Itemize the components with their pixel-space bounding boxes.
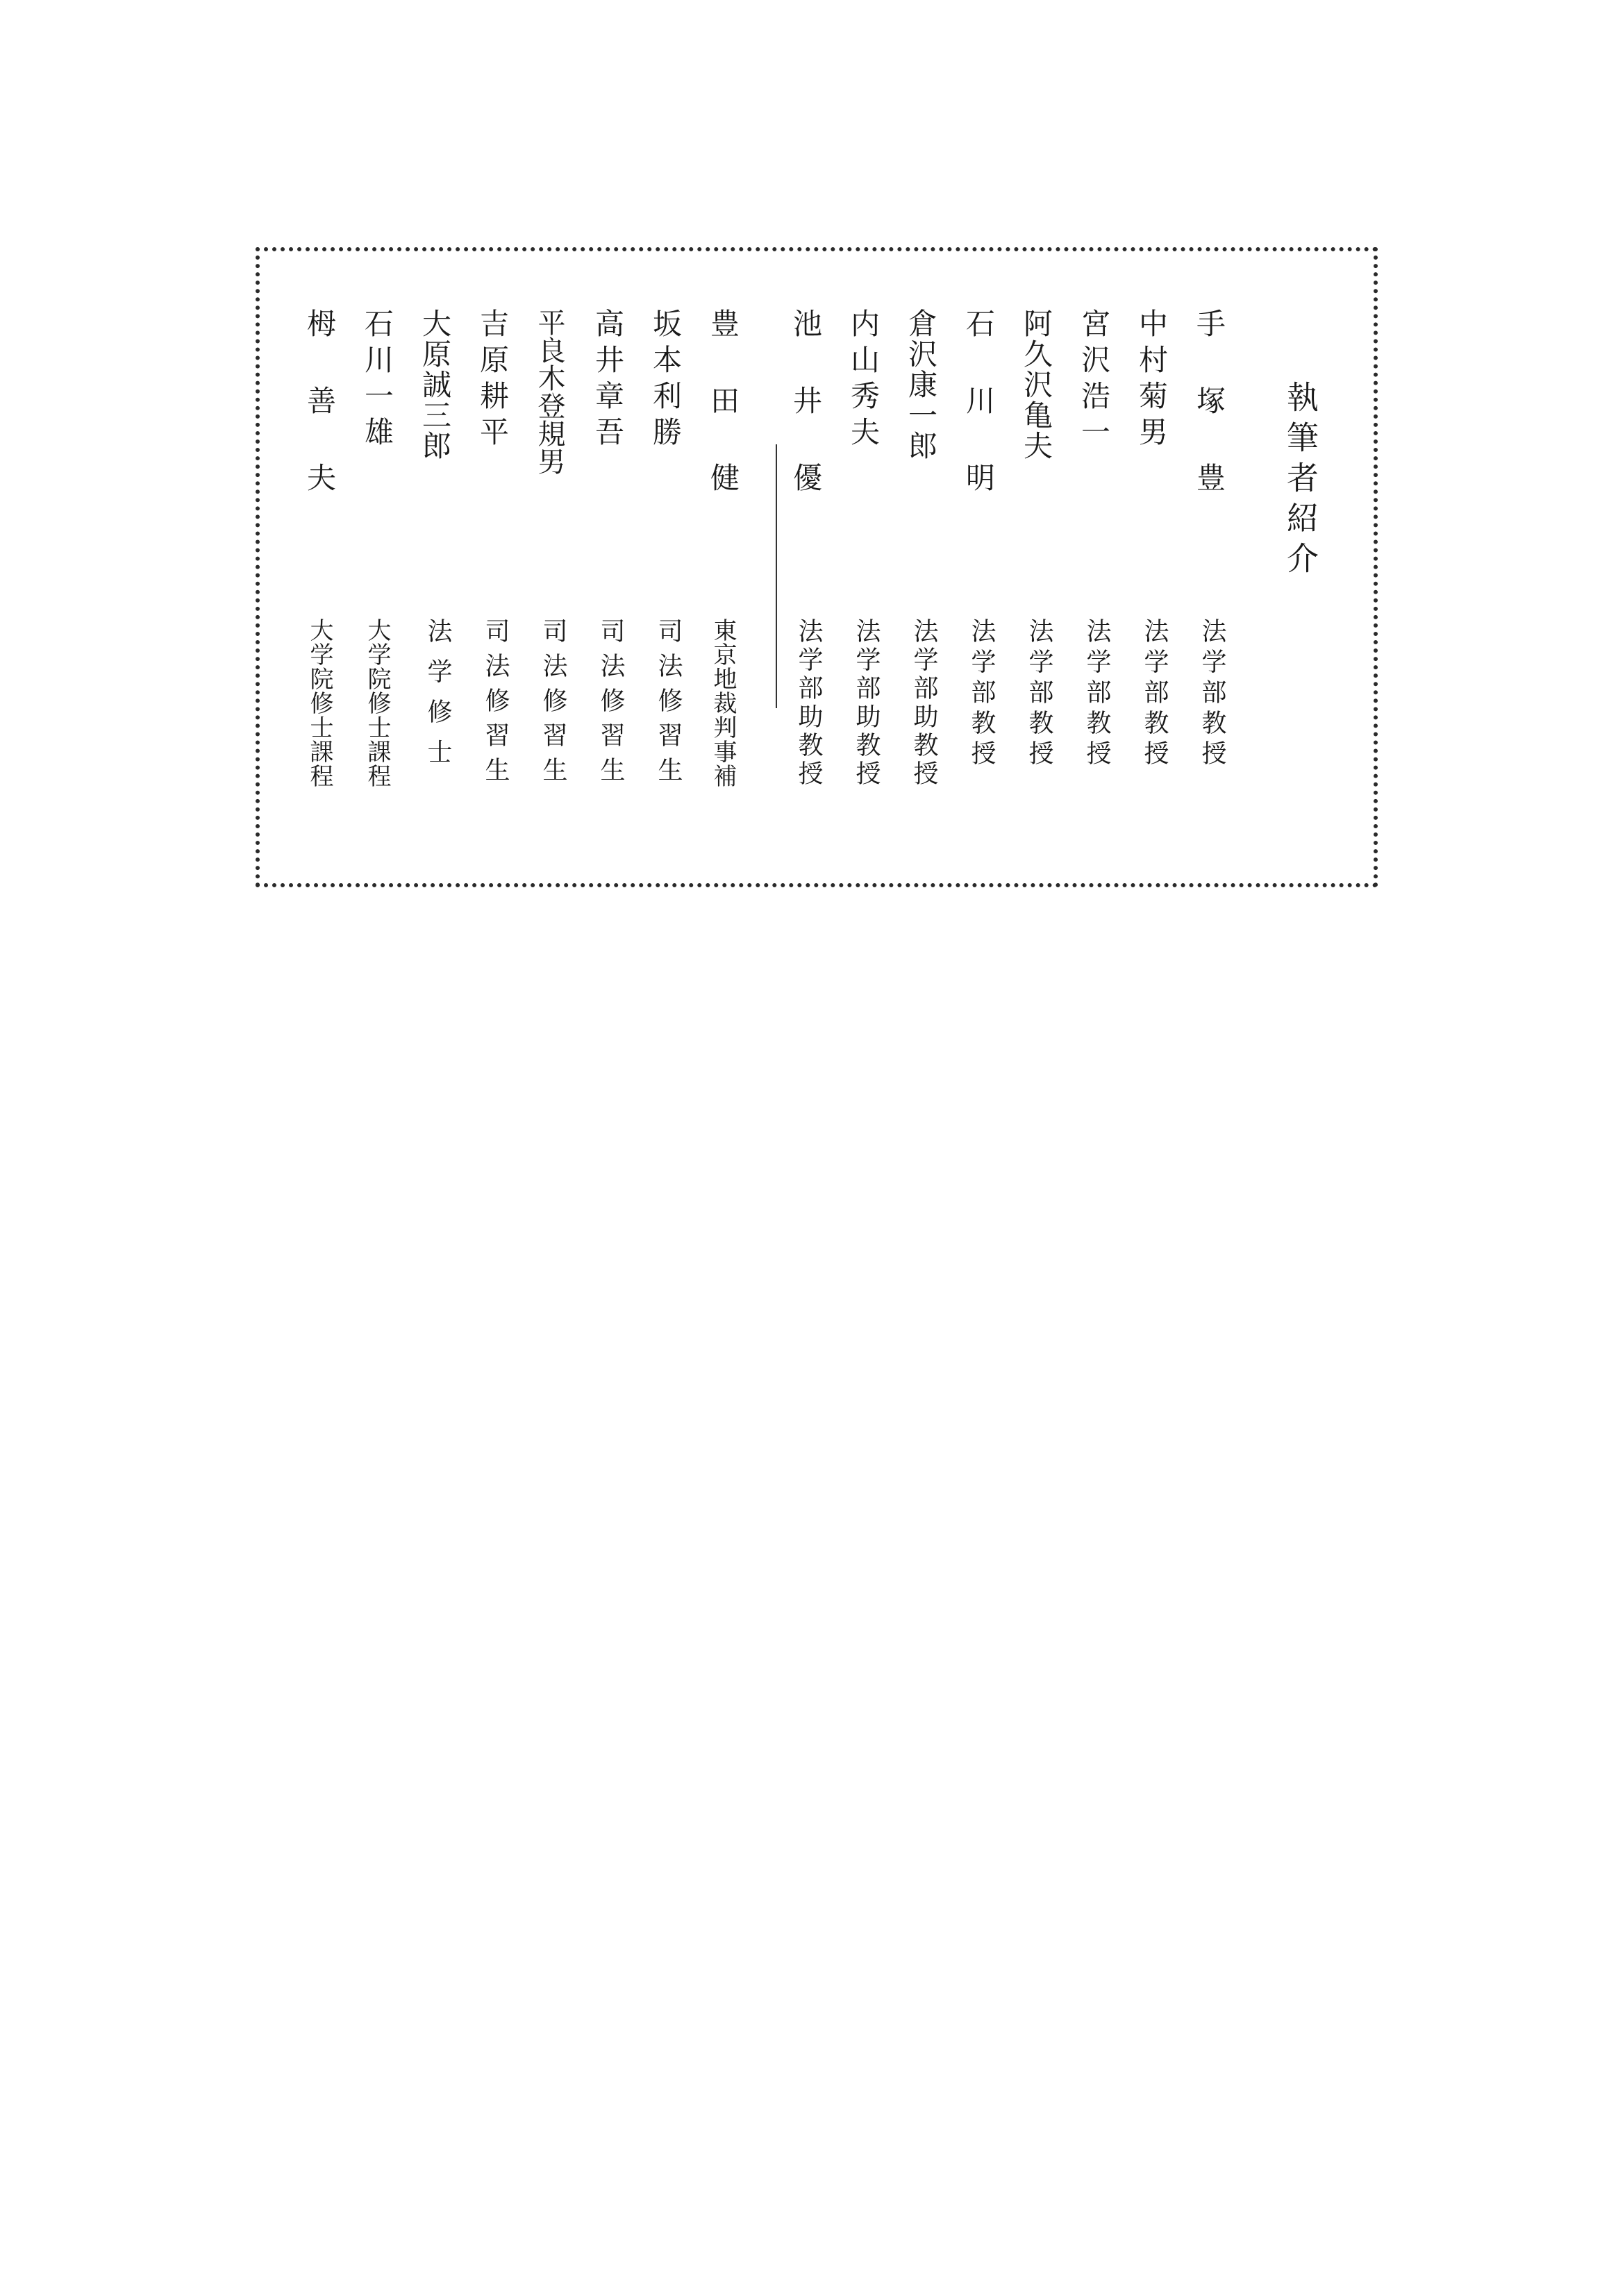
author-affiliation: 司法修習生 — [654, 618, 683, 791]
author-name: 吉原耕平 — [476, 308, 510, 453]
author-affiliation: 大学院修士課程 — [306, 618, 333, 788]
author-name: 高井章吾 — [591, 308, 625, 453]
author-affiliation: 大学院修士課程 — [363, 618, 391, 788]
author-name: 手 塚 豊 — [1192, 308, 1226, 498]
author-name: 石川一雄 — [360, 308, 394, 453]
author-affiliation: 法学部助教授 — [794, 618, 823, 789]
author-affiliation: 司法修習生 — [597, 618, 625, 791]
author-name: 平良木登規男 — [533, 308, 565, 475]
author-affiliation: 法学部教授 — [1083, 618, 1111, 771]
author-affiliation: 法学部助教授 — [910, 618, 938, 789]
author-affiliation: 東京地裁判事補 — [709, 618, 737, 788]
author-name: 坂本利勝 — [649, 308, 683, 453]
author-name: 倉沢康一郎 — [904, 308, 938, 461]
author-name: 石 川 明 — [962, 308, 996, 498]
author-affiliation: 法学部助教授 — [852, 618, 881, 789]
author-affiliation: 法学部教授 — [1140, 618, 1169, 771]
author-name: 阿久沢亀夫 — [1019, 308, 1053, 461]
author-name: 豊 田 健 — [706, 308, 740, 498]
author-affiliation: 司法修習生 — [539, 618, 567, 791]
author-name: 栂 善 夫 — [303, 308, 337, 498]
author-affiliation: 法学修士 — [424, 618, 452, 779]
page-title: 執筆者紹介 — [1282, 380, 1319, 582]
author-affiliation: 法学部教授 — [1198, 618, 1226, 771]
author-name: 中村菊男 — [1135, 308, 1169, 453]
author-affiliation: 法学部教授 — [967, 618, 996, 771]
author-name: 大原誠三郎 — [418, 308, 452, 461]
author-name: 池 井 優 — [789, 308, 823, 498]
author-affiliation: 法学部教授 — [1025, 618, 1053, 771]
author-affiliation: 司法修習生 — [481, 618, 510, 791]
group-separator — [776, 444, 777, 708]
author-name: 宮沢浩一 — [1077, 308, 1111, 453]
author-name: 内山秀夫 — [846, 308, 881, 453]
